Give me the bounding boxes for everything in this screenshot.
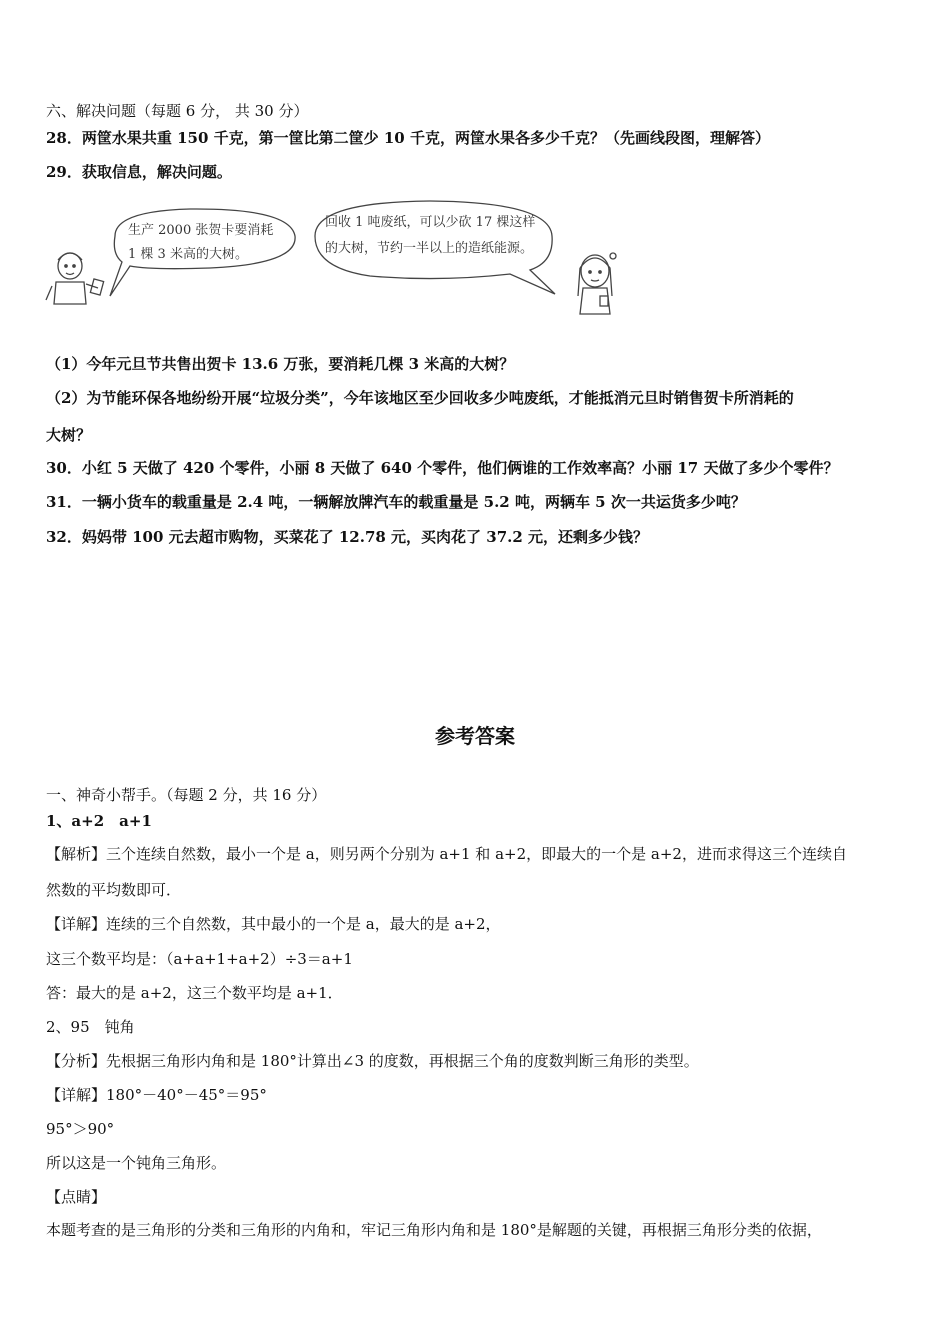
boy-figure (46, 253, 104, 304)
girl-figure (578, 253, 616, 314)
answer-2-tip-label: 【点睛】 (46, 1188, 107, 1206)
answer-1-analysis-line1: 【解析】三个连续自然数，最小一个是 a，则另两个分别为 a+1 和 a+2，即最大的一个是 a+2，进而求得这三个连续自 (46, 845, 847, 863)
answer-2-compare: 95°＞90° (46, 1120, 115, 1138)
answer-1-detail: 【详解】连续的三个自然数，其中最小的一个是 a，最大的是 a+2， (46, 915, 501, 933)
speech-bubble-left (110, 209, 295, 296)
answer-1-analysis-line2: 然数的平均数即可． (46, 881, 182, 899)
answer-2-detail: 【详解】180°－40°－45°＝95° (46, 1086, 267, 1104)
answer-1: 1、a+2 a+1 (46, 812, 152, 830)
question-29-part-2-line1: （2）为节能环保各地纷纷开展“垃圾分类”，今年该地区至少回收多少吨废纸，才能抵消元旦时销售贺卡所消耗的 (46, 389, 794, 407)
question-31: 31．一辆小货车的载重量是 2.4 吨，一辆解放牌汽车的载重量是 5.2 吨，两辆车 5 次一共运货多少吨？ (46, 493, 746, 511)
answers-section1-heading: 一、神奇小帮手。（每题 2 分，共 16 分） (46, 786, 327, 804)
question-29-part-2-line2: 大树？ (46, 426, 92, 444)
answer-1-average: 这三个数平均是：（a+a+1+a+2）÷3＝a+1 (46, 950, 353, 968)
bubble-right-line2: 的大树，节约一半以上的造纸能源。 (325, 241, 534, 256)
question-30: 30．小红 5 天做了 420 个零件，小丽 8 天做了 640 个零件，他们俩谁的工作效率高？小丽 17 天做了多少个零件？ (46, 459, 839, 477)
answer-2-tip-text: 本题考查的是三角形的分类和三角形的内角和，牢记三角形内角和是 180°是解题的关键，再根据三角形分类的依据， (46, 1221, 822, 1239)
bubble-right-line1: 回收 1 吨废纸，可以少砍 17 棵这样 (325, 215, 536, 230)
question-32: 32．妈妈带 100 元去超市购物，买菜花了 12.78 元，买肉花了 37.2 元，还剩多少钱？ (46, 528, 649, 546)
bubble-left-line1: 生产 2000 张贺卡要消耗 (128, 223, 274, 238)
section-heading-solve-problems: 六、解决问题（每题 6 分， 共 30 分） (46, 102, 309, 120)
answer-1-conclusion: 答：最大的是 a+2，这三个数平均是 a+1． (46, 984, 343, 1002)
answer-2-analysis: 【分析】先根据三角形内角和是 180°计算出∠3 的度数，再根据三个角的度数判断三角形的类型。 (46, 1052, 699, 1070)
bubble-left-line2: 1 棵 3 米高的大树。 (128, 247, 248, 262)
question-29-part-1: （1）今年元旦节共售出贺卡 13.6 万张，要消耗几棵 3 米高的大树？ (46, 355, 515, 373)
answer-2: 2、95 钝角 (46, 1018, 135, 1036)
question-29: 29．获取信息，解决问题。 (46, 163, 232, 181)
speech-bubble-right (315, 201, 555, 294)
answer-2-conclusion: 所以这是一个钝角三角形。 (46, 1154, 227, 1172)
question-28: 28．两筐水果共重 150 千克，第一筐比第二筐少 10 千克，两筐水果各多少千克？（先画线段图，理解答） (46, 129, 770, 147)
answers-title: 参考答案 (435, 724, 515, 748)
question-29-illustration (40, 196, 640, 326)
